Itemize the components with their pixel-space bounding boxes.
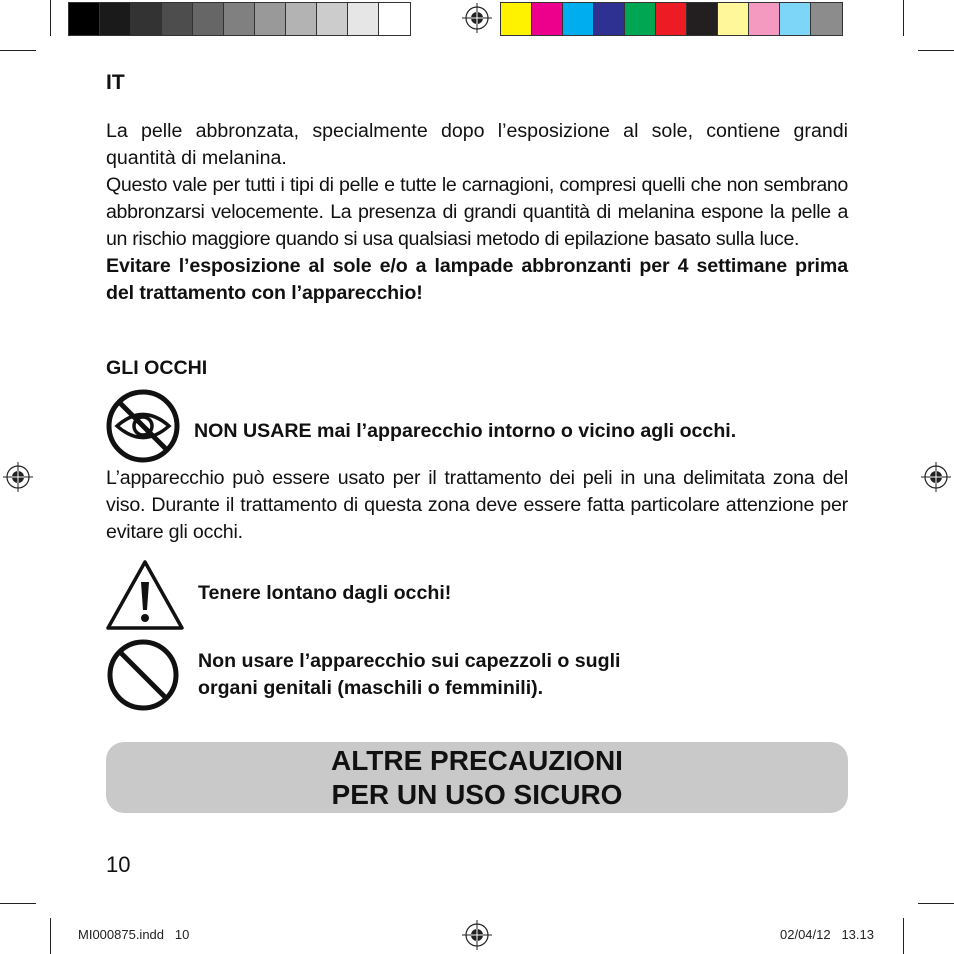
- color-swatch: [718, 3, 749, 35]
- color-swatch: [162, 3, 193, 35]
- color-swatch: [193, 3, 224, 35]
- crop-mark: [903, 0, 904, 36]
- section-banner: [106, 742, 848, 813]
- color-swatch: [811, 3, 842, 35]
- color-swatch: [532, 3, 563, 35]
- color-swatch: [687, 3, 718, 35]
- color-swatch: [379, 3, 410, 35]
- color-swatch: [780, 3, 811, 35]
- warning-triangle-icon: [104, 558, 186, 632]
- intro-paragraph: La pelle abbronzata, specialmente dopo l’esposizione al sole, contiene grandi quantità di melanina.: [106, 120, 848, 169]
- banner-title-line: PER UN USO SICURO: [331, 778, 623, 810]
- color-swatch: [255, 3, 286, 35]
- registration-mark-icon: [3, 462, 33, 492]
- section-heading-eyes: GLI OCCHI: [106, 357, 208, 379]
- prohibition-icon: [104, 638, 182, 712]
- color-swatch: [501, 3, 532, 35]
- registration-mark-icon: [462, 920, 492, 950]
- keep-away-warning: Tenere lontano dagli occhi!: [198, 582, 452, 604]
- banner-title-line: ALTRE PRECAUZIONI: [331, 744, 623, 776]
- eye-warning-text: NON USARE mai l’apparecchio intorno o vicino agli occhi.: [194, 420, 737, 442]
- crop-mark: [903, 918, 904, 954]
- color-swatch: [625, 3, 656, 35]
- cmyk-color-bar: [500, 2, 843, 36]
- crop-mark: [50, 0, 51, 36]
- intro-section: [106, 118, 848, 307]
- crop-mark: [918, 903, 954, 904]
- color-swatch: [100, 3, 131, 35]
- language-code: IT: [106, 71, 125, 94]
- color-swatch: [69, 3, 100, 35]
- grayscale-color-bar: [68, 2, 411, 36]
- registration-mark-icon: [921, 462, 951, 492]
- color-swatch: [131, 3, 162, 35]
- registration-mark-icon: [462, 3, 492, 33]
- no-use-warning: [198, 648, 620, 702]
- color-swatch: [656, 3, 687, 35]
- crop-mark: [918, 50, 954, 51]
- color-swatch: [224, 3, 255, 35]
- color-swatch: [286, 3, 317, 35]
- slug-file: MI000875.indd 10: [78, 927, 190, 942]
- no-use-warning-line: Non usare l’apparecchio sui capezzoli o sugli: [198, 650, 621, 672]
- slug-date-time: 02/04/12 13.13: [780, 927, 874, 942]
- sun-exposure-warning: Evitare l’esposizione al sole e/o a lampade abbronzanti per 4 settimane prima del trattamento con l’apparecchio!: [106, 255, 848, 304]
- crop-mark: [0, 903, 36, 904]
- color-swatch: [749, 3, 780, 35]
- no-use-warning-line: organi genitali (maschili o femminili).: [198, 677, 544, 699]
- color-swatch: [348, 3, 379, 35]
- no-eye-icon: [104, 387, 182, 465]
- crop-mark: [0, 50, 36, 51]
- eyes-paragraph: L’apparecchio può essere usato per il trattamento dei peli in una delimitata zona del viso. Durante il trattamento di questa zona deve essere fatta particolare attenzione per evitare gli occhi.: [106, 467, 848, 543]
- intro-paragraph: Questo vale per tutti i tipi di pelle e tutte le carnagioni, compresi quelli che non sembrano abbronzarsi velocemente. La presenza di grandi quantità di melanina espone la pelle a un rischio maggiore quando si usa qualsiasi metodo di epilazione basato sulla luce.: [106, 174, 848, 250]
- color-swatch: [317, 3, 348, 35]
- page-number: 10: [106, 852, 131, 877]
- crop-mark: [50, 918, 51, 954]
- color-swatch: [594, 3, 625, 35]
- color-swatch: [563, 3, 594, 35]
